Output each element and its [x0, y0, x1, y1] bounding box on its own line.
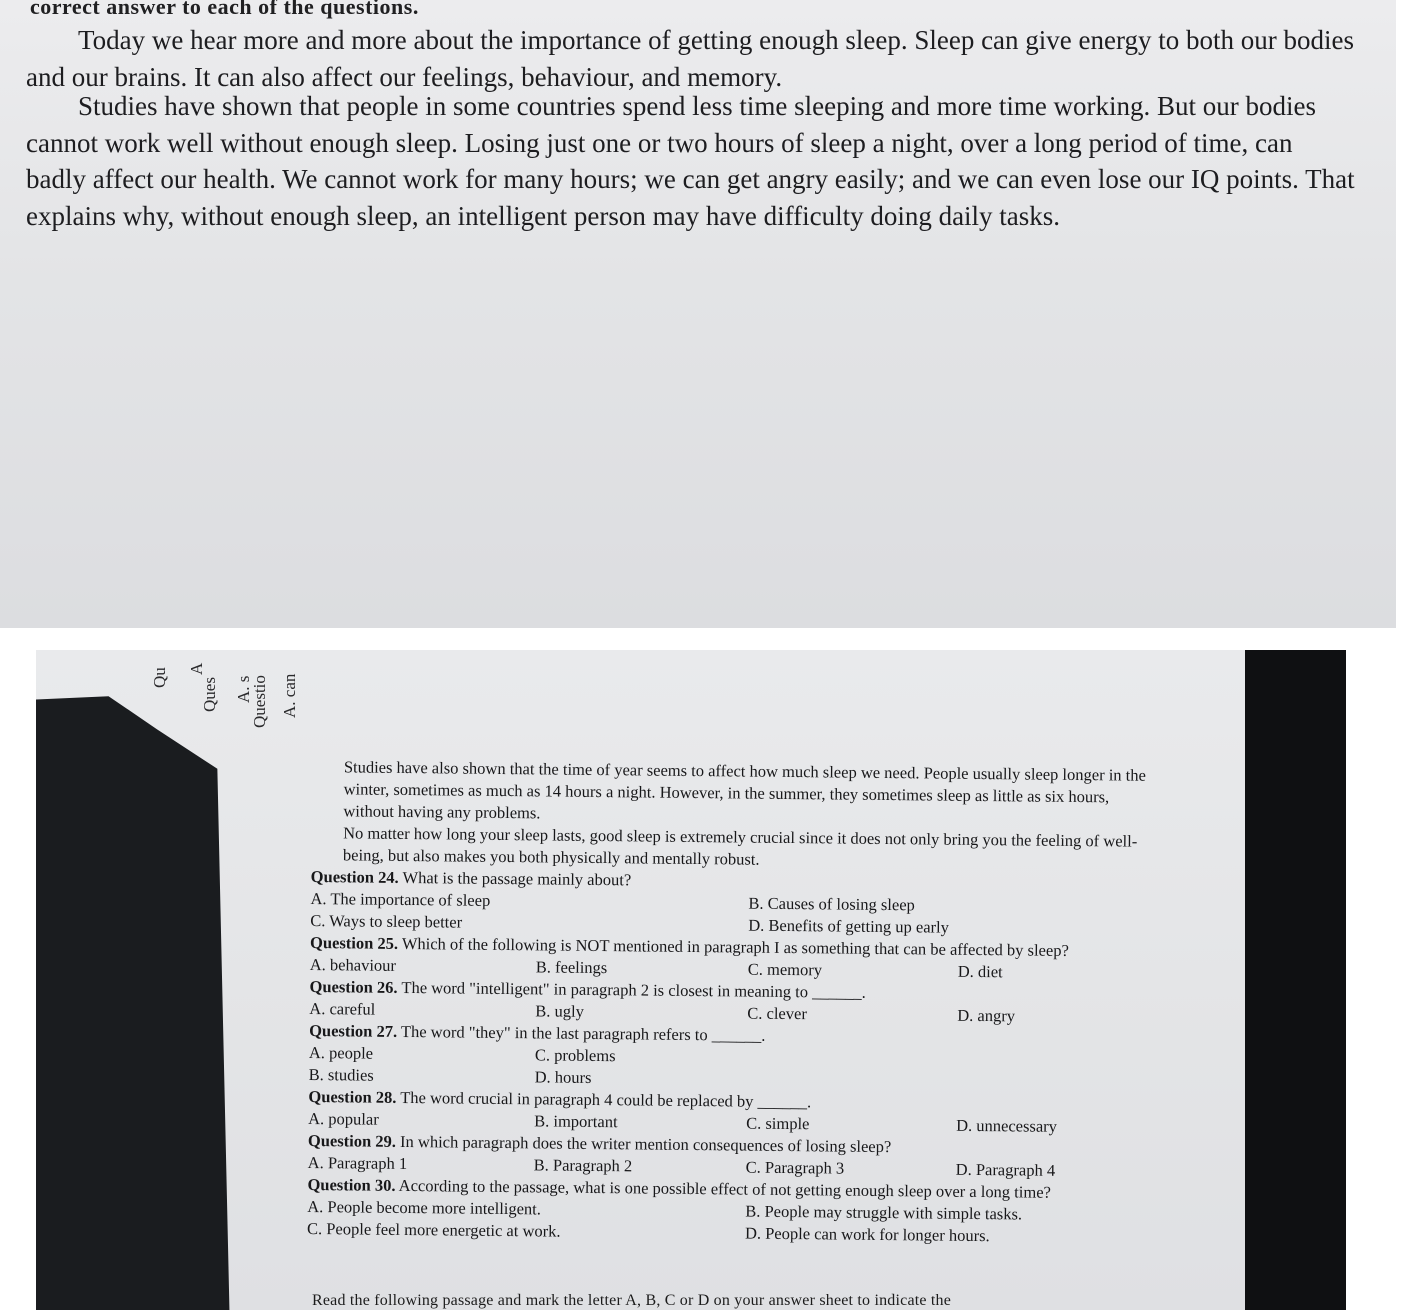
- rotated-fragment: A. can: [280, 673, 299, 718]
- option-a[interactable]: A. careful: [309, 998, 376, 1019]
- passage-paragraph-1: [26, 22, 1356, 95]
- option-b[interactable]: B. People may struggle with simple tasks.: [745, 1201, 1023, 1224]
- instruction-fragment: correct answer to each of the questions.: [30, 0, 419, 19]
- option-c[interactable]: C. Paragraph 3: [745, 1157, 845, 1178]
- passage-paragraph-2: [26, 88, 1356, 234]
- worksheet-content: [307, 756, 1152, 1249]
- passage-paragraph-4: No matter how long your sleep lasts, good sleep is extremely crucial since it does not only bring you the feeling of well-being, but also makes you both physically and mentally robust.: [342, 823, 1138, 869]
- question-text: What is the passage mainly about?: [402, 867, 632, 890]
- option-b[interactable]: B. Causes of losing sleep: [748, 893, 915, 915]
- question-text: In which paragraph does the writer mention consequences of losing sleep?: [400, 1131, 892, 1157]
- rotated-fragment: Ques: [200, 677, 219, 712]
- rotated-fragment: Questio: [250, 675, 269, 728]
- dark-right-strip: [1245, 650, 1346, 1310]
- option-b[interactable]: B. feelings: [535, 957, 608, 978]
- question-label: Question 29.: [307, 1130, 397, 1151]
- option-c[interactable]: C. People feel more energetic at work.: [306, 1218, 561, 1241]
- question-text: The word "they" in the last paragraph refers to ______.: [400, 1021, 766, 1045]
- option-d[interactable]: D. Paragraph 4: [955, 1159, 1056, 1180]
- option-d[interactable]: D. diet: [957, 961, 1003, 982]
- question-text: The word "intelligent" in paragraph 2 is closest in meaning to ______.: [401, 977, 866, 1002]
- rotated-fragment: Qu: [150, 667, 169, 688]
- option-d[interactable]: D. angry: [957, 1005, 1016, 1026]
- option-d[interactable]: D. hours: [534, 1067, 592, 1087]
- question-label: Question 24.: [310, 866, 399, 887]
- option-a[interactable]: A. behaviour: [309, 954, 397, 975]
- question-label: Question 28.: [308, 1086, 397, 1107]
- question-label: Question 27.: [309, 1020, 398, 1041]
- question-label: Question 25.: [309, 932, 399, 953]
- question-text: According to the passage, what is one possible effect of not getting enough sleep over a long time?: [398, 1175, 1051, 1202]
- question-text: The word crucial in paragraph 4 could be replaced by ______.: [400, 1087, 812, 1112]
- option-a[interactable]: A. people: [308, 1042, 374, 1063]
- bottom-page-photo: [0, 650, 1416, 1310]
- option-a[interactable]: A. The importance of sleep: [310, 888, 491, 910]
- question-label: Question 30.: [307, 1174, 396, 1195]
- option-c[interactable]: C. simple: [746, 1113, 810, 1134]
- option-a[interactable]: A. popular: [308, 1108, 379, 1129]
- option-c[interactable]: C. Ways to sleep better: [310, 910, 463, 932]
- option-b[interactable]: B. important: [534, 1111, 618, 1132]
- option-a[interactable]: A. People become more intelligent.: [307, 1196, 542, 1219]
- option-d[interactable]: D. People can work for longer hours.: [744, 1223, 990, 1246]
- option-c[interactable]: C. problems: [534, 1045, 616, 1066]
- paragraph-2-text: Studies have shown that people in some countries spend less time sleeping and more time working. But our bodies cannot work well without enough sleep. Losing just one or two hours of sleep a night, over a long period of time, can badly affect our health. We cannot work for many hours; we can get angry easily; and we can even lose our IQ points. That explains why, without enough sleep, an intelligent person may have difficulty doing daily tasks.: [26, 91, 1355, 231]
- paragraph-1-text: Today we hear more and more about the importance of getting enough sleep. Sleep can give energy to both our bodies and our brains. It can also affect our feelings, behaviour, and memory.: [26, 25, 1354, 92]
- cut-off-instruction: Read the following passage and mark the letter A, B, C or D on your answer sheet to indicate the: [312, 1292, 952, 1309]
- option-b[interactable]: B. studies: [308, 1064, 374, 1085]
- rotated-fragment: A: [187, 662, 206, 675]
- passage-paragraph-3: Studies have also shown that the time of year seems to affect how much sleep we need. People usually sleep longer in the winter, sometimes as much as 14 hours a night. However, in the summer, they sometimes sleep as little as six hours, without having any problems.: [343, 757, 1146, 823]
- option-b[interactable]: B. ugly: [535, 1001, 585, 1021]
- option-a[interactable]: A. Paragraph 1: [307, 1152, 408, 1174]
- question-label: Question 26.: [309, 976, 398, 997]
- option-d[interactable]: D. unnecessary: [956, 1115, 1058, 1136]
- rotated-fragment: A. s: [234, 675, 253, 703]
- option-c[interactable]: C. clever: [747, 1003, 807, 1024]
- option-b[interactable]: B. Paragraph 2: [533, 1155, 633, 1176]
- page-edge: [1396, 0, 1416, 628]
- question-text: Which of the following is NOT mentioned in paragraph I as something that can be affected by sleep?: [401, 933, 1069, 960]
- option-c[interactable]: C. memory: [747, 959, 823, 980]
- option-d[interactable]: D. Benefits of getting up early: [748, 915, 950, 937]
- top-page-photo: [0, 0, 1396, 628]
- photo-gap: [0, 628, 1416, 650]
